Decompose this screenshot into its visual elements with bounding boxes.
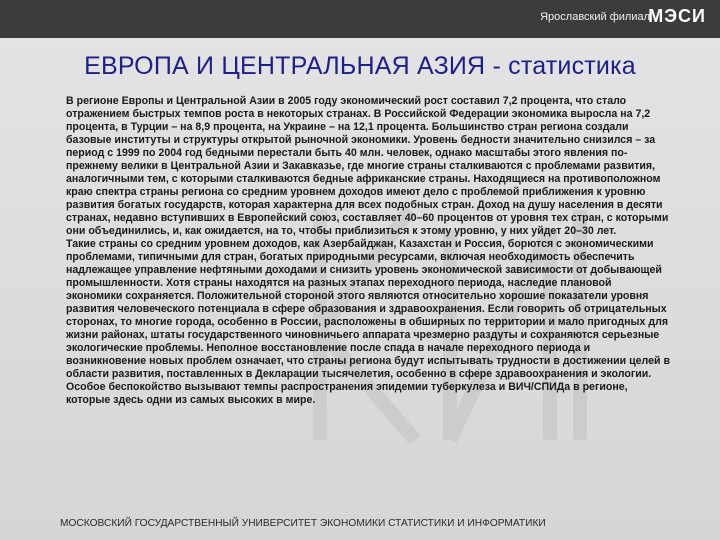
branch-label: Ярославский филиал <box>540 11 650 23</box>
header-bar <box>0 0 720 38</box>
paragraph-1: В регионе Европы и Центральной Азии в 2005 году экономический рост составил 7,2 процента, что стало отражением быстрых темпов роста в некоторых странах. В Российской Федерации экономика выросла на 7,2 процента, в Турции – на 8,9 процента, на Украине – на 12,1 процента. Большинство стран региона создали базовые институты и структуры открытой рыночной экономики. Уровень бедности значительно снизился – за период с 1999 по 2004 год бедными перестали быть 40 млн. человек, однако масштабы этого явления по-прежнему велики в Центральной Азии и Закавказье, где многие страны сталкиваются с проблемами развития, аналогичными тем, с которыми сталкиваются бедные африканские страны. Находящиеся на противоположном краю спектра страны региона со средним уровнем доходов имеют дело с проблемой приближения к уровню развития богатых государств, которая характерна для всех подобных стран. Доход на душу населения в десяти странах, недавно вступивших в Европейский союз, составляет 40–60 процентов от уровня тех стран, с которыми они объединились, и, как ожидается, на то, чтобы приблизиться к этому уровню, у них уйдет 20–30 лет. <box>66 95 669 237</box>
logo: МЭСИ <box>648 6 706 26</box>
footer-university: МОСКОВСКИЙ ГОСУДАРСТВЕННЫЙ УНИВЕРСИТЕТ ЭКОНОМИКИ СТАТИСТИКИ И ИНФОРМАТИКИ <box>60 518 546 529</box>
slide-title: ЕВРОПА И ЦЕНТРАЛЬНАЯ АЗИЯ - статистика <box>84 52 636 80</box>
paragraph-2: Такие страны со средним уровнем доходов, как Азербайджан, Казахстан и Россия, борются с экономическими проблемами, типичными для стран, богатых природными ресурсами, включая необходимость обеспечить надлежащее управление нефтяными доходами и снизить уровень экономической зависимости от добывающей промышленности. Хотя страны находятся на разных этапах переходного периода, наследие плановой экономики сохраняется. Положительной стороной этого являются относительно хорошие показатели уровня развития человеческого потенциала в сфере образования и здравоохранения. Если говорить об отрицательных сторонах, то многие города, особенно в России, расположены в обширных по территории и мало пригодных для жизни районах, штаты государственного чиновничьего аппарата чрезмерно раздуты и сохраняются серьезные экологические проблемы. Неполное восстановление после спада в начале переходного периода и возникновение новых проблем означает, что страны региона будут испытывать трудности в достижении целей в области развития, поставленных в Декларации тысячелетия, особенно в сфере здравоохранения и экологии. Особое беспокойство вызывают темпы распространения эпидемии туберкулеза и ВИЧ/СПИДа в регионе, которые здесь одни из самых высоких в мире. <box>66 238 670 406</box>
body-text <box>66 95 670 407</box>
